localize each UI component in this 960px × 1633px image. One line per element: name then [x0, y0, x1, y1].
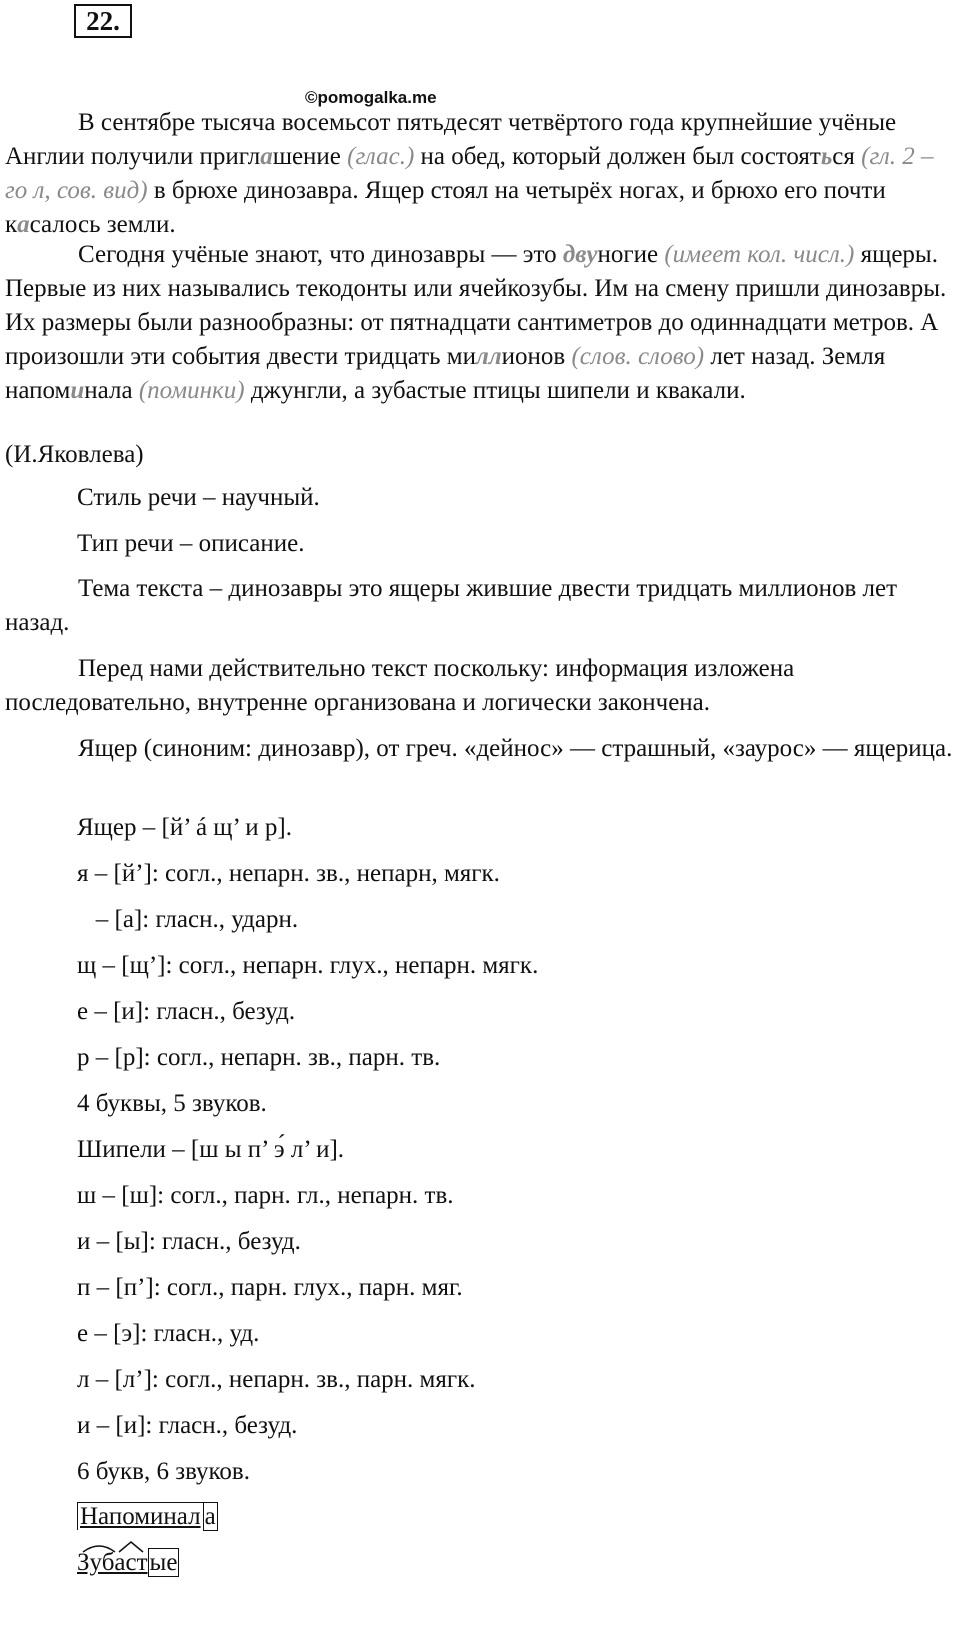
p2-text-g: ионов — [501, 343, 572, 370]
speech-style: Стиль речи – научный. — [77, 484, 320, 511]
watermark: ©pomogalka.me — [305, 88, 437, 107]
phonetic-line: и – [ы]: гласн., безуд. — [77, 1228, 301, 1255]
p2-orthogram-ll: лл — [475, 343, 502, 370]
p2-note-numeral: (имеет кол. числ.) — [664, 241, 855, 268]
phonetic-line: и – [и]: гласн., безуд. — [77, 1412, 298, 1439]
morpheme-parse-2 — [77, 1546, 179, 1580]
p2-text-i: лет назад. Земля напом — [5, 343, 886, 404]
p1-text-g: ся — [832, 143, 862, 170]
p2-text-a: Сегодня учёные знают, что динозавры — это — [78, 241, 563, 268]
phonetic-line: Ящер – [й’ á щ’ и р]. — [77, 814, 292, 841]
phonetic-line: л – [л’]: согл., непарн. зв., парн. мягк. — [77, 1366, 476, 1393]
p2-text-c: ногие — [597, 241, 665, 268]
etymology: Ящер (синоним: динозавр), от греч. «дейнос» — страшный, «заурос» — ящерица. — [78, 735, 953, 762]
p2-orthogram-dvu: дву — [562, 241, 598, 268]
p2-orthogram-i: и — [70, 377, 85, 404]
stem-napominal: Напоминал — [77, 1502, 203, 1530]
p2-text-m: джунгли, а зубастые птицы шипели и квакали. — [244, 377, 746, 404]
phonetic-summary: 4 буквы, 5 звуков. — [77, 1090, 267, 1117]
p1-orthogram-a: а — [260, 143, 273, 170]
phonetic-line: п – [п’]: согл., парн. глух., парн. мяг. — [77, 1274, 463, 1301]
p1-note-verb: (гл. 2 – го л, сов. вид) — [5, 143, 934, 204]
ending-ye: ые — [149, 1549, 178, 1576]
p1-text-e: на обед, который должен был состоят — [414, 143, 821, 170]
exercise-number: 22. — [74, 4, 132, 38]
p1-orthogram-kas: а — [17, 211, 30, 238]
text-proof: Перед нами действительно текст поскольку: информация изложена последовательно, внутренне организована и логически закончена. — [5, 655, 795, 716]
p2-note-vocab: (слов. слово) — [571, 343, 705, 370]
text-theme: Тема текста – динозавры это ящеры жившие двести тридцать миллионов лет назад. — [5, 575, 898, 636]
p2-note-pominki: (поминки) — [138, 377, 245, 404]
morpheme-parse-1 — [77, 1500, 218, 1534]
author: (И.Яковлева) — [5, 441, 144, 468]
p1-text-a: В сентябре тысяча восемьсот пятьдесят четвёртого года крупнейшие учёные Англии получили пригл — [5, 109, 897, 170]
paragraph-1 — [5, 106, 955, 242]
phonetic-line: е – [э]: гласн., уд. — [77, 1320, 260, 1347]
ending-a: а — [204, 1503, 216, 1530]
speech-type: Тип речи – описание. — [77, 530, 305, 557]
p1-orthogram-soft-sign: ь — [820, 143, 833, 170]
p1-note-glas: (глас.) — [347, 143, 415, 170]
p2-text-e: ящеры. Первые из них назывались текодонты или ячейкозубы. Им на смену пришли динозавры. Их размеры были разнообразны: от пятнадцати сантиметров до одиннадцати метров. А произошли эти события двести тридцать ми — [5, 241, 947, 370]
p2-text-k: нала — [84, 377, 139, 404]
phonetic-summary: 6 букв, 6 звуков. — [77, 1458, 250, 1485]
morpheme-marks-icon — [79, 1540, 189, 1554]
phonetic-line: щ – [щ’]: согл., непарн. глух., непарн. мягк. — [77, 952, 539, 979]
phonetic-line: – [а]: гласн., ударн. — [77, 906, 299, 933]
p1-text-k: салось земли. — [29, 211, 176, 238]
paragraph-2 — [5, 238, 955, 408]
phonetic-line: р – [р]: согл., непарн. зв., парн. тв. — [77, 1044, 441, 1071]
phonetic-line: Шипели – [ш ы п’ э́ л’ и]. — [77, 1136, 345, 1163]
p1-text-i: в брюхе динозавра. Ящер стоял на четырёх ногах, и брюхо его почти к — [5, 177, 886, 238]
phonetic-line: ш – [ш]: согл., парн. гл., непарн. тв. — [77, 1182, 454, 1209]
phonetic-line: я – [й’]: согл., непарн. зв., непарн, мягк. — [77, 860, 500, 887]
phonetic-line: е – [и]: гласн., безуд. — [77, 998, 296, 1025]
p1-text-c: шение — [272, 143, 348, 170]
stem-zubast: Зубаст — [77, 1549, 148, 1576]
